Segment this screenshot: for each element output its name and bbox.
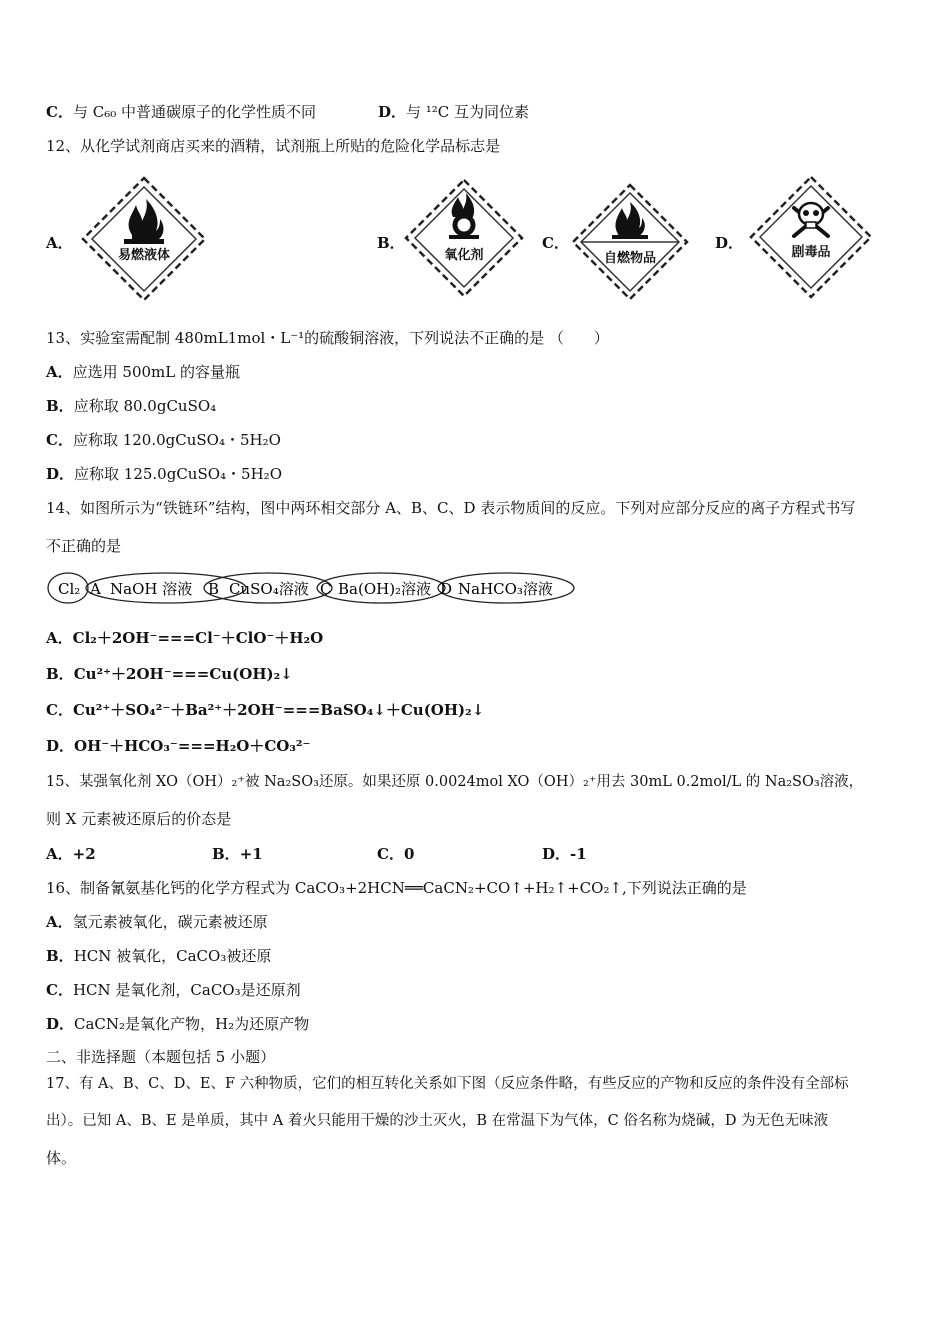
option-text: CaCN₂是氧化产物，H₂为还原产物 [74, 1015, 310, 1033]
q15-option-d [542, 844, 587, 864]
option-text: -1 [570, 845, 587, 863]
option-text: 与 ¹²C 互为同位素 [406, 103, 530, 121]
q16-stem: 16、制备氰氨基化钙的化学方程式为 CaCO₃+2HCN══CaCN₂+CO↑+H₂↑+CO₂↑,下列说法正确的是 [46, 879, 747, 897]
q15-option-c [377, 844, 414, 864]
q13-option-d [46, 464, 282, 484]
q13-option-c [46, 430, 281, 450]
option-label: C． [46, 103, 73, 121]
chain-ring-label: NaHCO₃溶液 [458, 580, 553, 598]
sign-label: 剧毒品 [791, 245, 831, 260]
option-label: C． [46, 981, 73, 999]
option-text: Cu²⁺＋2OH⁻===Cu(OH)₂↓ [73, 665, 293, 683]
q14-option-a [46, 628, 323, 648]
option-label: C． [377, 845, 404, 863]
chain-ring-label: CuSO₄溶液 [229, 580, 309, 598]
option-text: HCN 是氧化剂，CaCO₃是还原剂 [72, 981, 301, 999]
option-text: Cu²⁺＋SO₄²⁻＋Ba²⁺＋2OH⁻===BaSO₄↓＋Cu(OH)₂↓ [72, 701, 485, 719]
q16-option-c [46, 980, 301, 1000]
hazard-sign-toxic [748, 174, 874, 300]
hazard-sign-spontaneous-combustion [570, 182, 690, 302]
q15-option-b [212, 844, 263, 864]
q13-option-b [46, 396, 216, 416]
q14-option-c [46, 700, 484, 720]
option-text: +1 [239, 845, 263, 863]
option-text: 应选用 500mL 的容量瓶 [72, 363, 240, 381]
option-label: A． [46, 363, 73, 381]
option-label: A． [46, 629, 73, 647]
option-label: C． [46, 701, 73, 719]
q16-option-b [46, 946, 271, 966]
hazard-sign-oxidizer [403, 177, 525, 299]
q11-option-d [378, 102, 529, 122]
section-heading: 二、非选择题（本题包括 5 小题） [46, 1048, 276, 1066]
q17-line2: 出）。已知 A、B、E 是单质，其中 A 着火只能用干燥的沙土灭火，B 在常温下为气体，C 俗名称为烧碱，D 为无色无味液 [46, 1113, 829, 1129]
q11-option-c [46, 102, 316, 122]
chain-ring-label: NaOH 溶液 [110, 580, 193, 598]
q15-stem-line2: 则 X 元素被还原后的价态是 [46, 810, 232, 828]
q15-stem-line1: 15、某强氧化剂 XO（OH）₂⁺被 Na₂SO₃还原。如果还原 0.0024mol XO（OH）₂⁺用去 30mL 0.2mol/L 的 Na₂SO₃溶液， [46, 774, 864, 790]
q12-option-d-label: D． [715, 234, 744, 252]
option-label: D． [46, 465, 75, 483]
chain-letter: B [208, 580, 220, 598]
option-label: B． [46, 665, 74, 683]
option-label: D． [542, 845, 571, 863]
option-text: 应称取 80.0gCuSO₄ [73, 397, 217, 415]
chain-ring-label: Cl₂ [58, 580, 81, 598]
q17-line1: 17、有 A、B、C、D、E、F 六种物质，它们的相互转化关系如下图（反应条件略，有些反应的产物和反应的条件没有全部标 [46, 1076, 849, 1092]
chain-ring-label: Ba(OH)₂溶液 [338, 580, 432, 598]
option-text: 与 C₆₀ 中普通碳原子的化学性质不同 [72, 103, 316, 121]
sign-label: 自燃物品 [603, 251, 657, 266]
option-label: A． [46, 913, 73, 931]
option-text: 应称取 120.0gCuSO₄・5H₂O [72, 431, 281, 449]
option-label: D． [46, 737, 75, 755]
q15-option-a [46, 844, 96, 864]
chain-letter: C [320, 580, 332, 598]
option-text: HCN 被氧化，CaCO₃被还原 [73, 947, 272, 965]
option-label: D． [378, 103, 407, 121]
chain-letter: D [440, 580, 453, 598]
option-text: 0 [403, 845, 415, 863]
q14-option-d [46, 736, 310, 756]
sign-label: 易燃液体 [117, 248, 171, 263]
option-label: B． [46, 947, 74, 965]
q14-stem-line2: 不正确的是 [46, 537, 122, 555]
option-label: A． [46, 845, 73, 863]
q17-line3: 体。 [46, 1149, 77, 1167]
option-text: OH⁻＋HCO₃⁻===H₂O＋CO₃²⁻ [74, 737, 311, 755]
q12-option-b-label: B． [377, 234, 405, 252]
q14-stem-line1: 14、如图所示为“铁链环”结构，图中两环相交部分 A、B、C、D 表示物质间的反应。下列对应部分反应的离子方程式书写 [46, 499, 856, 517]
q12-stem: 12、从化学试剂商店买来的酒精，试剂瓶上所贴的危险化学品标志是 [46, 137, 501, 155]
option-text: Cl₂＋2OH⁻===Cl⁻＋ClO⁻＋H₂O [72, 629, 324, 647]
q12-option-a-label: A． [46, 234, 73, 252]
q16-option-d [46, 1014, 309, 1034]
option-label: B． [46, 397, 74, 415]
option-label: D． [46, 1015, 75, 1033]
sign-label: 氧化剂 [444, 248, 484, 263]
chain-letter: A [90, 580, 101, 598]
q13-option-a [46, 362, 240, 382]
option-label: C． [46, 431, 73, 449]
option-label: B． [212, 845, 240, 863]
q13-stem: 13、实验室需配制 480mL1mol・L⁻¹的硫酸铜溶液，下列说法不正确的是 （ ） [46, 329, 609, 347]
q16-option-a [46, 912, 268, 932]
option-text: 应称取 125.0gCuSO₄・5H₂O [74, 465, 282, 483]
q14-option-b [46, 664, 293, 684]
iron-chain-diagram [46, 570, 578, 610]
hazard-sign-flammable-liquid [80, 175, 208, 303]
option-text: 氢元素被氧化，碳元素被还原 [72, 913, 268, 931]
q12-option-c-label: C． [542, 234, 569, 252]
option-text: +2 [72, 845, 96, 863]
